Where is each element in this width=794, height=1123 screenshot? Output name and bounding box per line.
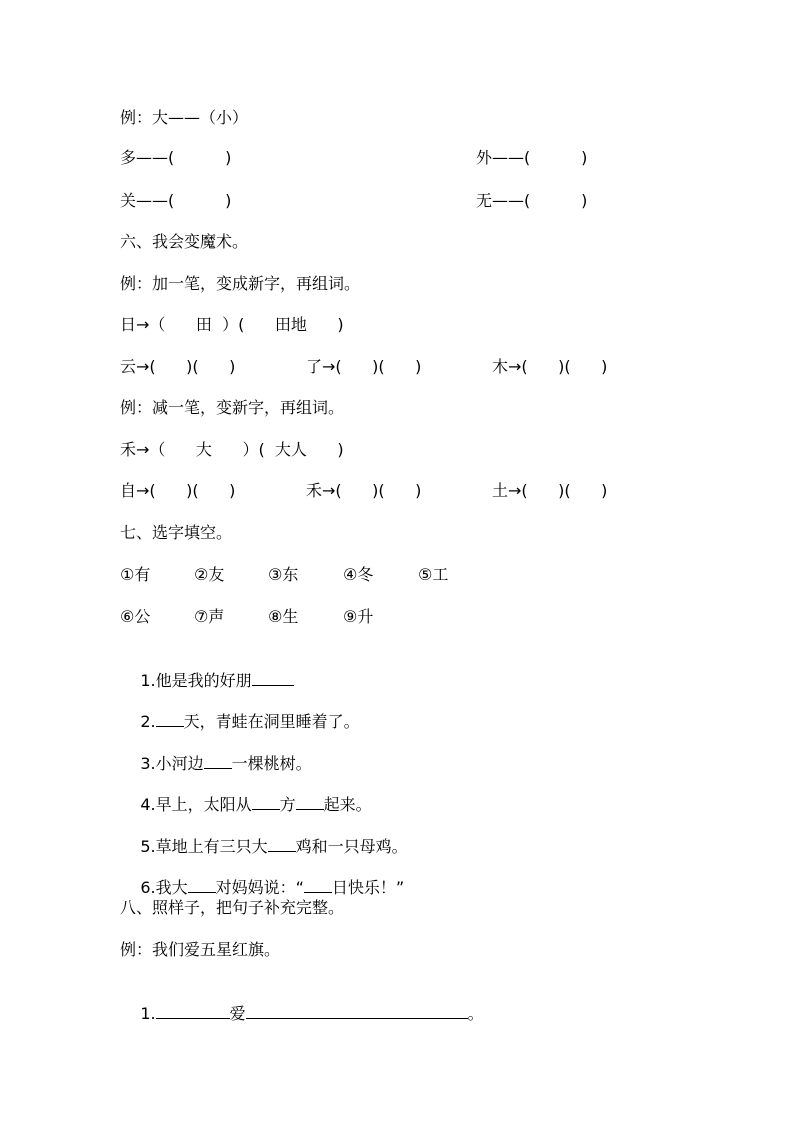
antonym-example: 例：大——（小） xyxy=(120,108,249,127)
question-text: 爱 xyxy=(229,1004,246,1023)
question-text: 1.他是我的好朋 xyxy=(140,671,252,690)
option-2: ②友 xyxy=(194,565,225,584)
question-text: 。 xyxy=(467,1004,484,1023)
antonym-item-1: 多——( ) xyxy=(120,148,232,167)
remove-stroke-item-3: 土→( )( ) xyxy=(492,481,608,500)
section-7-title: 七、选字填空。 xyxy=(120,523,233,542)
option-8: ⑧生 xyxy=(268,607,299,626)
option-5: ⑤工 xyxy=(418,565,449,584)
question-text: 日快乐！” xyxy=(331,878,405,897)
question-text: 鸡和一只母鸡。 xyxy=(295,837,408,856)
add-stroke-item-2: 了→( )( ) xyxy=(306,357,422,376)
question-text: 对妈妈说：“ xyxy=(215,878,304,897)
add-stroke-item-1: 云→( )( ) xyxy=(120,357,236,376)
answer-blank[interactable] xyxy=(304,876,332,893)
answer-blank[interactable] xyxy=(156,710,184,727)
answer-blank[interactable] xyxy=(296,793,324,810)
answer-blank[interactable] xyxy=(268,835,296,852)
answer-blank[interactable] xyxy=(204,752,232,769)
add-stroke-example: 例：加一笔，变成新字，再组词。 xyxy=(120,274,361,293)
remove-stroke-example: 例：减一笔，变新字，再组词。 xyxy=(120,398,345,417)
question-text: 5.草地上有三只大 xyxy=(140,837,268,856)
answer-blank[interactable] xyxy=(252,669,294,686)
option-9: ⑨升 xyxy=(343,607,374,626)
antonym-item-2: 外——( ) xyxy=(476,148,588,167)
antonym-item-4: 无——( ) xyxy=(476,191,588,210)
question-text: 2. xyxy=(140,712,156,731)
remove-stroke-demo: 禾→（ 大 ）( 大人 ) xyxy=(120,440,344,459)
option-1: ①有 xyxy=(120,565,151,584)
question-text: 起来。 xyxy=(323,795,372,814)
question-text: 方 xyxy=(279,795,296,814)
answer-blank[interactable] xyxy=(246,1002,468,1019)
question-text: 一棵桃树。 xyxy=(231,754,312,773)
add-stroke-item-3: 木→( )( ) xyxy=(492,357,608,376)
add-stroke-demo: 日→（ 田 ）( 田地 ) xyxy=(120,315,344,334)
sentence-question-1 xyxy=(120,982,484,1044)
question-text: 1. xyxy=(140,1004,156,1023)
question-text: 天，青蛙在洞里睡着了。 xyxy=(183,712,360,731)
remove-stroke-item-2: 禾→( )( ) xyxy=(306,481,422,500)
sentence-example: 例：我们爱五星红旗。 xyxy=(120,940,281,959)
question-text: 4.早上，太阳从 xyxy=(140,795,252,814)
option-4: ④冬 xyxy=(343,565,374,584)
question-text: 6.我大 xyxy=(140,878,188,897)
option-3: ③东 xyxy=(268,565,299,584)
section-6-title: 六、我会变魔术。 xyxy=(120,232,249,251)
answer-blank[interactable] xyxy=(156,1002,230,1019)
section-8-title: 八、照样子，把句子补充完整。 xyxy=(120,898,345,917)
antonym-item-3: 关——( ) xyxy=(120,191,232,210)
option-7: ⑦声 xyxy=(194,607,225,626)
option-6: ⑥公 xyxy=(120,607,151,626)
answer-blank[interactable] xyxy=(188,876,216,893)
answer-blank[interactable] xyxy=(252,793,280,810)
question-text: 3.小河边 xyxy=(140,754,204,773)
remove-stroke-item-1: 自→( )( ) xyxy=(120,481,236,500)
